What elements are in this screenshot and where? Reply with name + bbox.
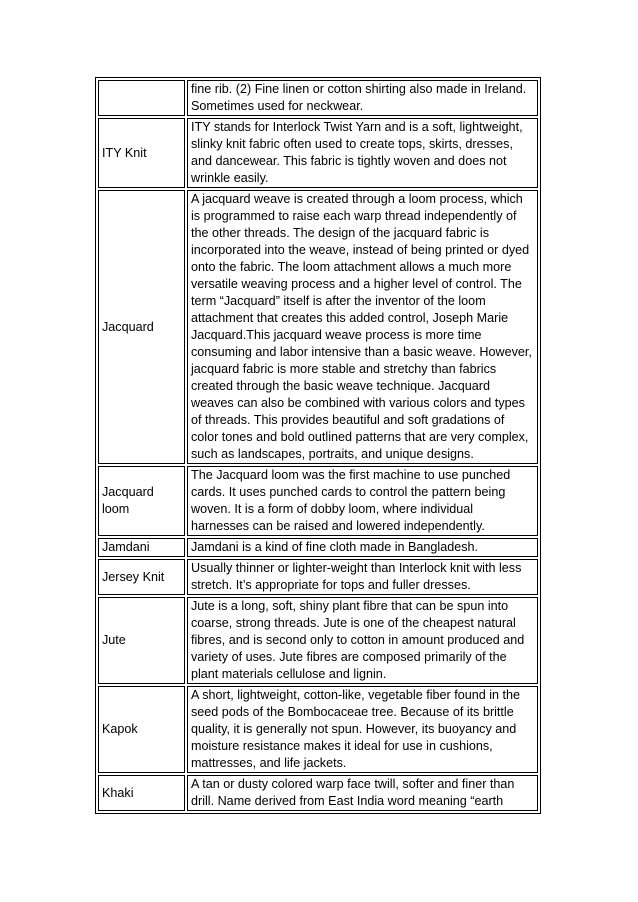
table-row bbox=[97, 465, 539, 537]
glossary-table bbox=[95, 77, 541, 814]
table-row bbox=[97, 79, 539, 117]
table-row bbox=[97, 596, 539, 685]
definition-cell: ITY stands for Interlock Twist Yarn and is a soft, lightweight, slinky knit fabric often used to create tops, skirts, dresses, and dancewear. This fabric is tightly woven and does not wrinkle easily. bbox=[187, 118, 538, 188]
term-cell: Jamdani bbox=[98, 538, 185, 557]
term-cell: Kapok bbox=[98, 686, 185, 773]
definition-cell: The Jacquard loom was the first machine to use punched cards. It uses punched cards to control the pattern being woven. It is a form of dobby loom, where individual harnesses can be raised and lowered independently. bbox=[187, 466, 538, 536]
definition-cell: A tan or dusty colored warp face twill, softer and finer than drill. Name derived from East India word meaning “earth bbox=[187, 775, 538, 811]
term-cell: Jacquard bbox=[98, 190, 185, 464]
term-cell bbox=[98, 80, 185, 116]
table-row bbox=[97, 537, 539, 558]
definition-cell: A jacquard weave is created through a loom process, which is programmed to raise each warp thread independently of the other threads. The design of the jacquard fabric is incorporated into the weave, instead of being printed or dyed onto the fabric. The loom attachment allows a much more versatile weaving process and a higher level of control. The term “Jacquard” itself is after the inventor of the loom attachment that creates this added control, Joseph Marie Jacquard.This jacquard weave process is more time consuming and labor intensive than a basic weave. However, jacquard fabric is more stable and stretchy than fabrics created through the basic weave technique. Jacquard weaves can also be combined with various colors and types of threads. This provides beautiful and soft gradations of color tones and bold outlined patterns that are very complex, such as landscapes, portraits, and unique designs. bbox=[187, 190, 538, 464]
table-row bbox=[97, 558, 539, 596]
definition-cell: fine rib. (2) Fine linen or cotton shirting also made in Ireland. Sometimes used for neckwear. bbox=[187, 80, 538, 116]
definition-cell: Jute is a long, soft, shiny plant fibre that can be spun into coarse, strong threads. Jute is one of the cheapest natural fibres, and is second only to cotton in amount produced and variety of uses. Jute fibres are composed primarily of the plant materials cellulose and lignin. bbox=[187, 597, 538, 684]
term-cell: ITY Knit bbox=[98, 118, 185, 188]
definition-cell: A short, lightweight, cotton-like, vegetable fiber found in the seed pods of the Bombocaceae tree. Because of its brittle quality, it is generally not spun. However, its buoyancy and moisture resistance makes it ideal for use in cushions, mattresses, and life jackets. bbox=[187, 686, 538, 773]
term-cell: Khaki bbox=[98, 775, 185, 811]
term-cell: Jersey Knit bbox=[98, 559, 185, 595]
table-row bbox=[97, 774, 539, 812]
definition-cell: Jamdani is a kind of fine cloth made in Bangladesh. bbox=[187, 538, 538, 557]
term-cell: Jacquard loom bbox=[98, 466, 185, 536]
table-row bbox=[97, 685, 539, 774]
table-row bbox=[97, 117, 539, 189]
term-cell: Jute bbox=[98, 597, 185, 684]
definition-cell: Usually thinner or lighter-weight than Interlock knit with less stretch. It’s appropriate for tops and fuller dresses. bbox=[187, 559, 538, 595]
table-row bbox=[97, 189, 539, 465]
